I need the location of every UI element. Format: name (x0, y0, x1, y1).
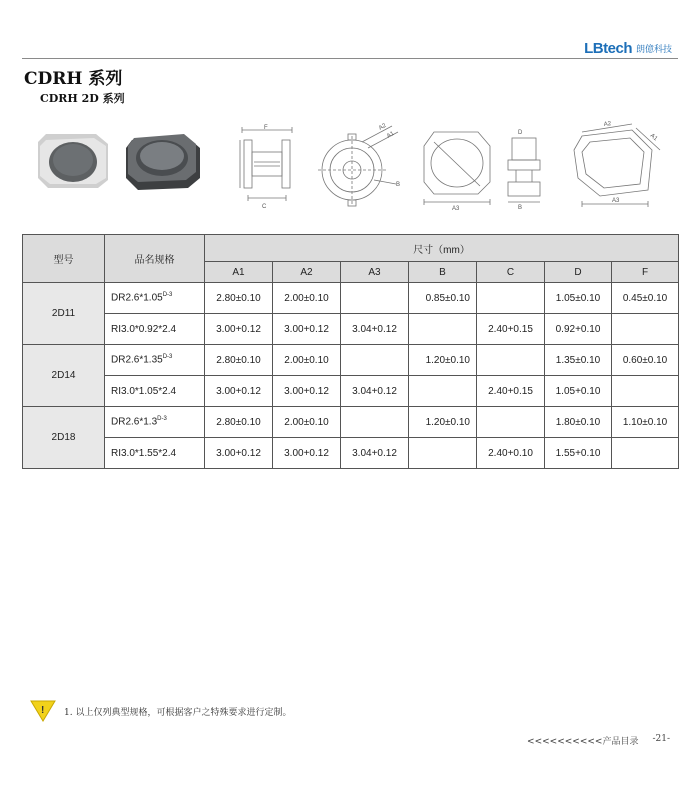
table-row (23, 283, 679, 314)
part-sup: D-3 (157, 416, 167, 423)
warning-icon (30, 700, 56, 722)
core-top-view-drawing (308, 120, 408, 210)
front-outline-drawing (420, 124, 496, 210)
f-cell: 0.45±0.10 (612, 283, 679, 314)
product-photo-top (36, 130, 112, 190)
part-name: DR2.6*1.3 (111, 416, 158, 428)
f-cell: 0.60±0.10 (612, 345, 679, 376)
b-cell (409, 376, 477, 407)
model-cell: 2D18 (23, 407, 105, 469)
part-sup: D-3 (162, 292, 173, 299)
c-cell: 2.40+0.15 (477, 376, 545, 407)
f-cell (612, 438, 679, 469)
company-logo (584, 40, 672, 57)
part-name: RI3.0*0.92*2.4 (111, 323, 177, 335)
a2-cell: 3.00+0.12 (273, 438, 341, 469)
svg-text:A1: A1 (648, 132, 659, 143)
header-b: B (409, 262, 477, 283)
product-figures (22, 120, 678, 215)
b-cell: 1.20±0.10 (409, 407, 477, 438)
svg-text:B: B (396, 182, 401, 188)
a3-cell: 3.04+0.12 (341, 376, 409, 407)
a1-cell: 2.80±0.10 (205, 407, 273, 438)
side-view-drawing (236, 122, 304, 212)
svg-text:A3: A3 (612, 198, 620, 204)
part-sup: D-3 (162, 354, 173, 361)
a1-cell: 3.00+0.12 (205, 376, 273, 407)
a1-cell: 2.80±0.10 (205, 283, 273, 314)
d-cell: 1.05+0.10 (545, 376, 612, 407)
header-a1: A1 (205, 262, 273, 283)
part-name: DR2.6*1.35 (111, 354, 163, 366)
svg-text:B: B (518, 205, 523, 210)
a3-cell: 3.04+0.12 (341, 438, 409, 469)
part-cell (105, 345, 205, 376)
b-cell: 0.85±0.10 (409, 283, 477, 314)
f-cell: 1.10±0.10 (612, 407, 679, 438)
angled-outline-drawing (552, 120, 668, 210)
svg-text:A2: A2 (603, 121, 612, 128)
d-cell: 0.92+0.10 (545, 314, 612, 345)
a3-cell (341, 283, 409, 314)
b-cell (409, 438, 477, 469)
a2-cell: 3.00+0.12 (273, 376, 341, 407)
a3-cell (341, 345, 409, 376)
model-cell: 2D11 (23, 283, 105, 345)
header-dimensions: 尺寸（mm） (205, 235, 679, 262)
model-cell: 2D14 (23, 345, 105, 407)
part-name: RI3.0*1.05*2.4 (111, 385, 177, 397)
a2-cell: 3.00+0.12 (273, 314, 341, 345)
svg-text:D: D (518, 130, 523, 136)
svg-text:F: F (264, 125, 268, 131)
c-cell (477, 407, 545, 438)
page-number: -21- (652, 734, 670, 744)
svg-text:C: C (262, 204, 267, 210)
b-cell: 1.20±0.10 (409, 345, 477, 376)
c-cell (477, 283, 545, 314)
a3-cell (341, 407, 409, 438)
logo-cn-text: 朗億科技 (635, 45, 672, 55)
f-cell (612, 314, 679, 345)
svg-text:A1: A1 (386, 130, 396, 140)
d-cell: 1.80±0.10 (545, 407, 612, 438)
part-cell (105, 376, 205, 407)
table-row (23, 314, 679, 345)
a2-cell: 2.00±0.10 (273, 283, 341, 314)
c-cell (477, 345, 545, 376)
part-name: DR2.6*1.05 (111, 292, 163, 304)
c-cell: 2.40+0.15 (477, 314, 545, 345)
part-cell (105, 407, 205, 438)
header-d: D (545, 262, 612, 283)
d-cell: 1.55+0.10 (545, 438, 612, 469)
svg-text:A2: A2 (378, 122, 388, 132)
spec-table (22, 234, 679, 469)
a3-cell: 3.04+0.12 (341, 314, 409, 345)
a1-cell: 3.00+0.12 (205, 438, 273, 469)
table-row (23, 345, 679, 376)
page-footer (527, 734, 670, 747)
table-row (23, 376, 679, 407)
a1-cell: 2.80±0.10 (205, 345, 273, 376)
part-name: RI3.0*1.55*2.4 (111, 447, 177, 459)
a1-cell: 3.00+0.12 (205, 314, 273, 345)
svg-text:A3: A3 (452, 206, 460, 210)
table-row (23, 438, 679, 469)
footnote (30, 700, 291, 722)
header-part: 品名规格 (105, 235, 205, 283)
catalog-label: <<<<<<<<<<产品目录 (527, 737, 639, 747)
part-cell (105, 283, 205, 314)
note-text: 1. 以上仅列典型规格，可根据客户之特殊要求进行定制。 (64, 707, 292, 718)
part-cell (105, 314, 205, 345)
page-title: CDRH 系列 (24, 69, 123, 89)
header-divider (22, 58, 678, 59)
header-f: F (612, 262, 679, 283)
header-a2: A2 (273, 262, 341, 283)
narrow-side-drawing (504, 124, 544, 210)
header-model: 型号 (23, 235, 105, 283)
a2-cell: 2.00±0.10 (273, 345, 341, 376)
c-cell: 2.40+0.10 (477, 438, 545, 469)
d-cell: 1.05±0.10 (545, 283, 612, 314)
logo-wordmark: LBtech (584, 40, 632, 57)
part-cell (105, 438, 205, 469)
b-cell (409, 314, 477, 345)
page-subtitle: CDRH 2D 系列 (40, 92, 125, 105)
a2-cell: 2.00±0.10 (273, 407, 341, 438)
table-row (23, 407, 679, 438)
product-photo-angled (124, 130, 204, 192)
f-cell (612, 376, 679, 407)
svg-text:!: ! (41, 705, 45, 716)
header-a3: A3 (341, 262, 409, 283)
header-c: C (477, 262, 545, 283)
d-cell: 1.35±0.10 (545, 345, 612, 376)
